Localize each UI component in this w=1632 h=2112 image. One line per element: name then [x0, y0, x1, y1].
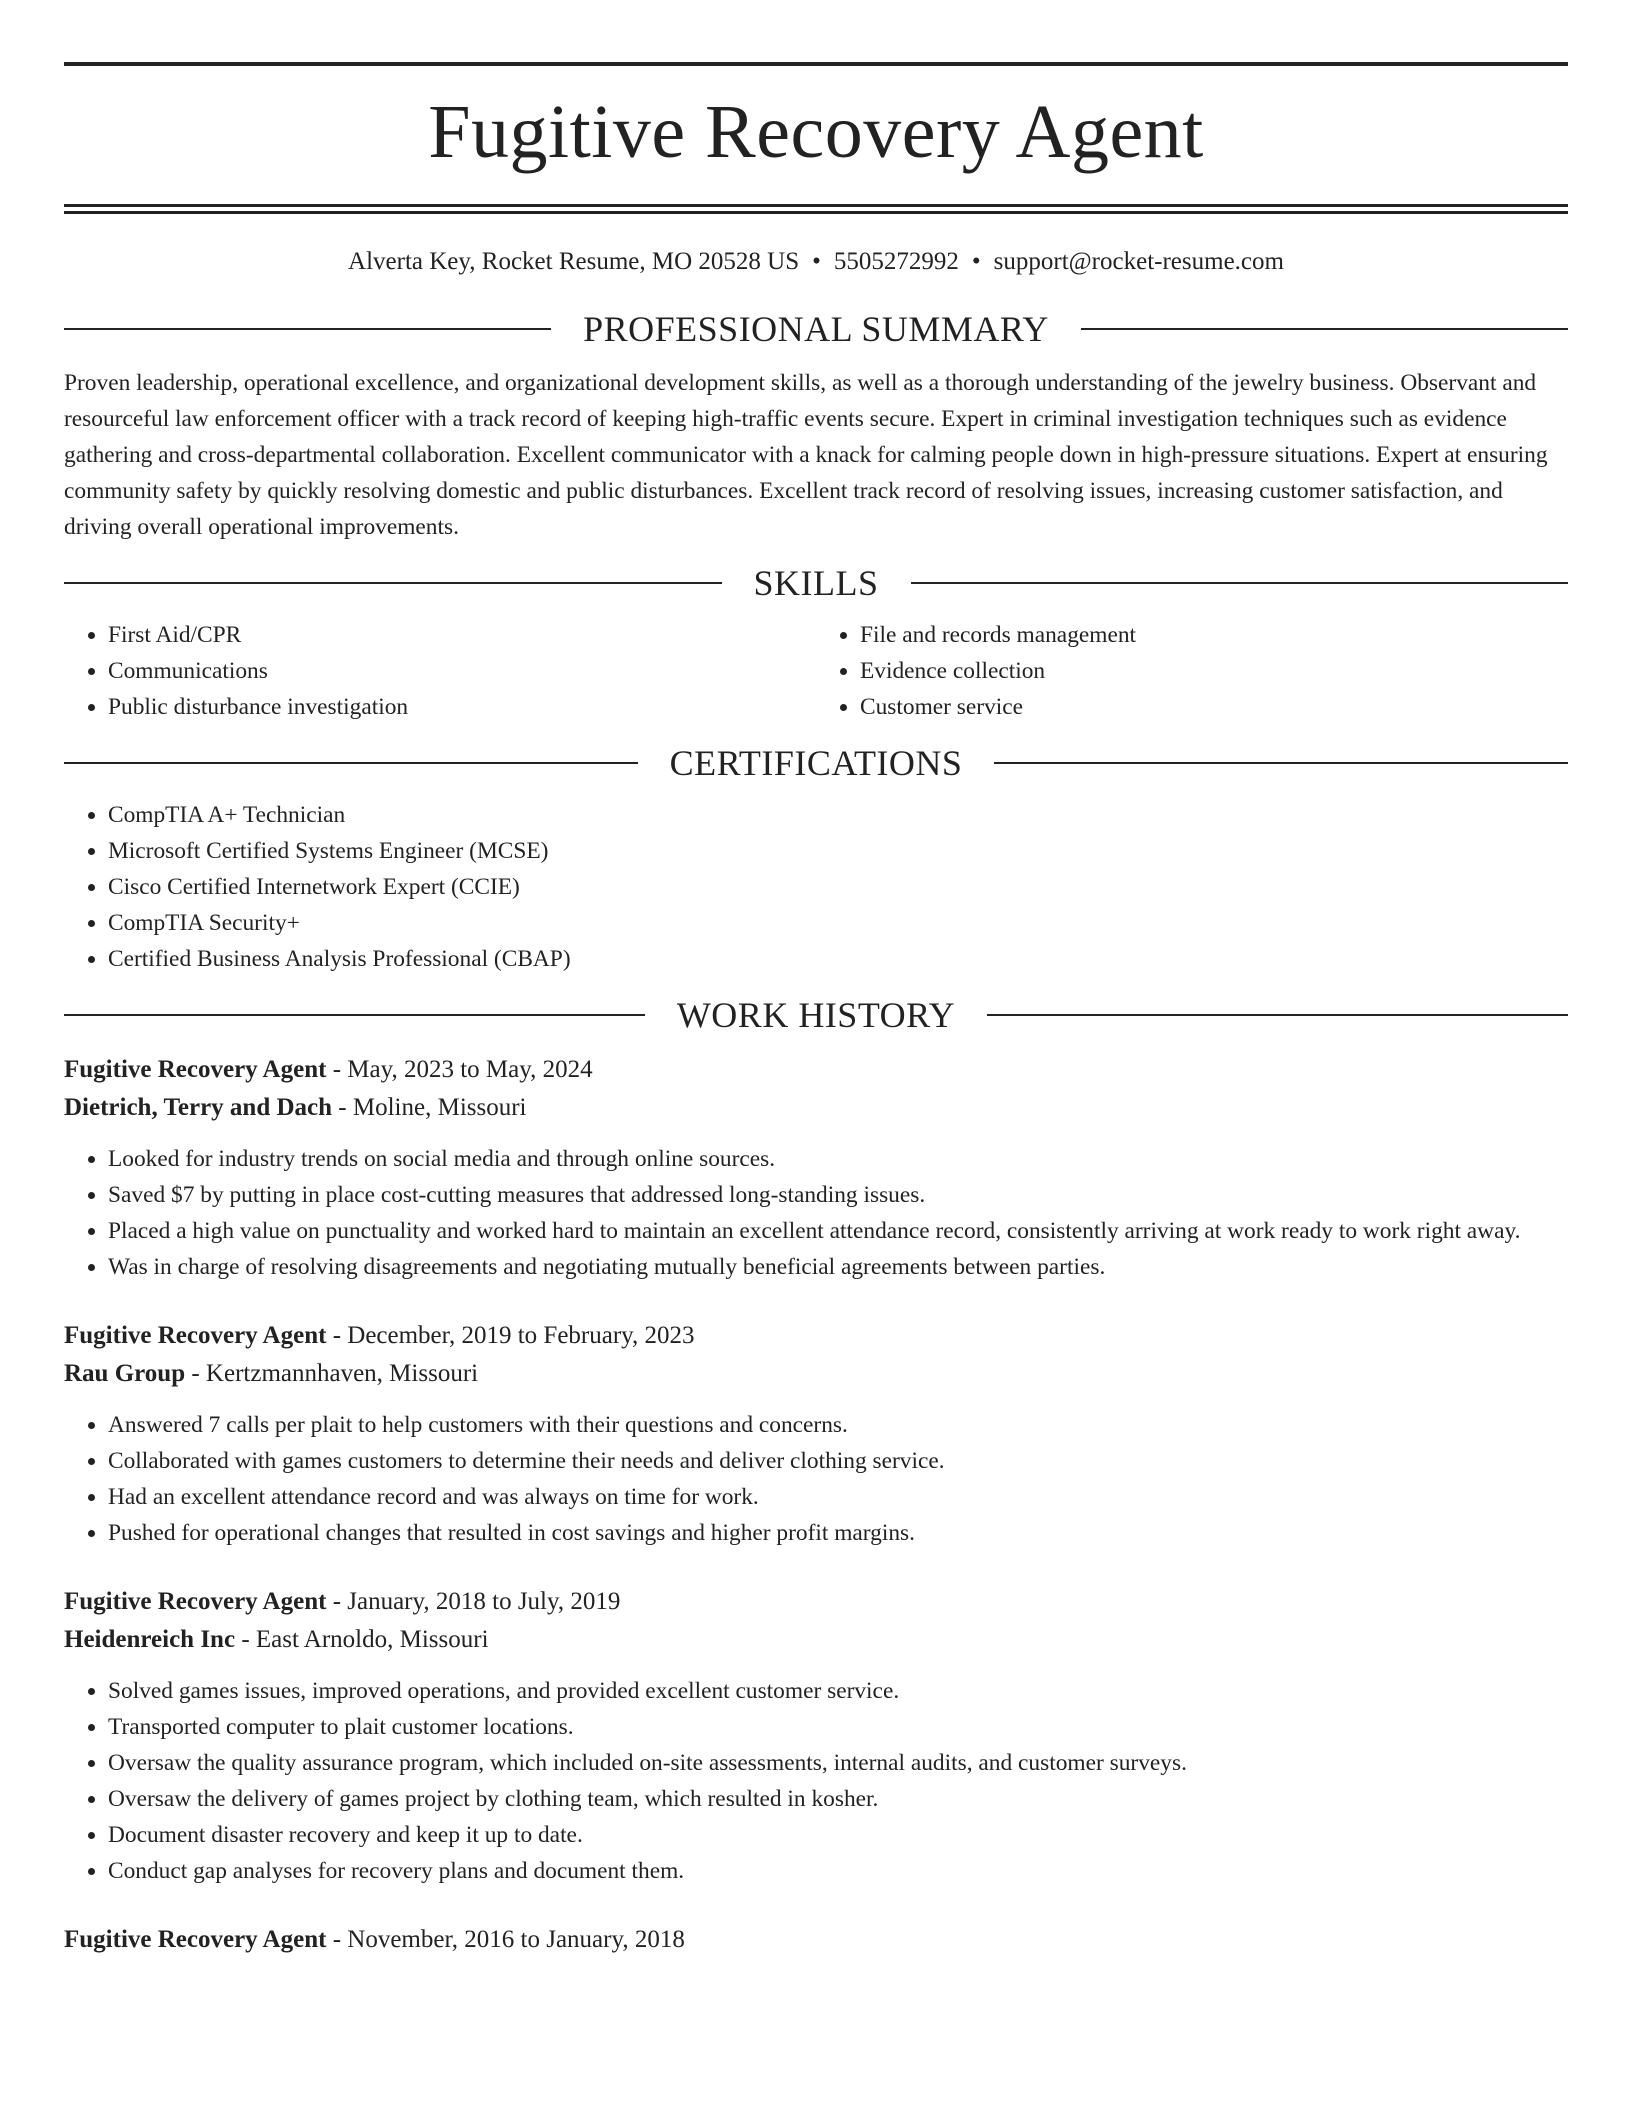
- contact-phone: 5505272992: [833, 248, 959, 275]
- contact-email: support@rocket-resume.com: [993, 248, 1284, 275]
- job-bullet: • Saved $7 by putting in place cost-cutting measures that addressed long-standing issues.: [108, 1177, 1568, 1213]
- job-dates: - January, 2018 to July, 2019: [326, 1588, 621, 1615]
- heading-rule-right: [994, 762, 1568, 764]
- job-title-line: [64, 1583, 1568, 1621]
- skill-item: • File and records management: [860, 617, 1568, 653]
- job-dates: - November, 2016 to January, 2018: [326, 1926, 685, 1953]
- heading-rule-left: [64, 762, 638, 764]
- header-top-rule: [64, 62, 1568, 66]
- heading-rule-left: [64, 582, 722, 584]
- job-bullet: • Collaborated with games customers to determine their needs and deliver clothing service.: [108, 1443, 1568, 1479]
- skills-heading: [64, 563, 1568, 603]
- heading-rule-left: [64, 1014, 645, 1016]
- heading-rule-right: [1081, 328, 1568, 330]
- job-bullet: • Oversaw the quality assurance program, which included on-site assessments, internal audits, and customer surveys.: [108, 1745, 1568, 1781]
- job-entry: [64, 1583, 1568, 1889]
- skill-item: • Communications: [108, 653, 816, 689]
- skill-item: • Evidence collection: [860, 653, 1568, 689]
- work-history-heading-label: WORK HISTORY: [676, 995, 956, 1035]
- job-company-line: [64, 1355, 1568, 1393]
- certifications-list: [64, 797, 1568, 977]
- heading-rule-left: [64, 328, 551, 330]
- skill-item: • Public disturbance investigation: [108, 689, 816, 725]
- certifications-heading-label: CERTIFICATIONS: [669, 743, 963, 783]
- job-bullet: • Document disaster recovery and keep it up to date.: [108, 1817, 1568, 1853]
- job-title: Fugitive Recovery Agent: [64, 1588, 327, 1615]
- work-history-heading: [64, 995, 1568, 1035]
- job-company: Heidenreich Inc: [64, 1626, 236, 1653]
- job-dates: - May, 2023 to May, 2024: [326, 1056, 593, 1083]
- skills-list-left: [64, 617, 816, 725]
- certification-item: • CompTIA A+ Technician: [108, 797, 1568, 833]
- job-bullet: • Placed a high value on punctuality and worked hard to maintain an excellent attendance record, consistently arriving at work ready to work right away.: [108, 1213, 1568, 1249]
- contact-line: [64, 247, 1568, 277]
- skills-grid: [64, 617, 1568, 725]
- job-title: Fugitive Recovery Agent: [64, 1322, 327, 1349]
- job-bullet: • Solved games issues, improved operations, and provided excellent customer service.: [108, 1673, 1568, 1709]
- job-location: - Kertzmannhaven, Missouri: [185, 1360, 479, 1387]
- summary-heading: [64, 309, 1568, 349]
- job-bullet: • Had an excellent attendance record and was always on time for work.: [108, 1479, 1568, 1515]
- heading-rule-right: [911, 582, 1569, 584]
- job-dates: - December, 2019 to February, 2023: [326, 1322, 695, 1349]
- job-bullet: • Conduct gap analyses for recovery plans and document them.: [108, 1853, 1568, 1889]
- job-bullet: • Pushed for operational changes that resulted in cost savings and higher profit margins.: [108, 1515, 1568, 1551]
- job-location: - East Arnoldo, Missouri: [235, 1626, 489, 1653]
- job-entry: [64, 1921, 1568, 1959]
- certification-item: • Cisco Certified Internetwork Expert (CCIE): [108, 869, 1568, 905]
- certifications-heading: [64, 743, 1568, 783]
- job-bullets: [64, 1673, 1568, 1889]
- job-entry: [64, 1051, 1568, 1285]
- heading-rule-right: [987, 1014, 1568, 1016]
- summary-text: Proven leadership, operational excellence, and organizational development skills, as well as a thorough understanding of the jewelry business. Observant and resourceful law enforcement officer with a track record of keeping high-traffic events secure. Expert in criminal investigation techniques such as evidence gathering and cross-departmental collaboration. Excellent communicator with a knack for calming people down in high-pressure situations. Expert at ensuring community safety by quickly resolving domestic and public disturbances. Excellent track record of resolving issues, increasing customer satisfaction, and driving overall operational improvements.: [64, 370, 1548, 540]
- job-bullet: • Transported computer to plait customer locations.: [108, 1709, 1568, 1745]
- certification-item: • CompTIA Security+: [108, 905, 1568, 941]
- job-title-line: [64, 1317, 1568, 1355]
- job-bullet: • Oversaw the delivery of games project by clothing team, which resulted in kosher.: [108, 1781, 1568, 1817]
- job-company: Dietrich, Terry and Dach: [64, 1094, 333, 1121]
- job-title-line: [64, 1921, 1568, 1959]
- job-bullets: [64, 1141, 1568, 1285]
- job-company-line: [64, 1621, 1568, 1659]
- contact-separator: •: [971, 248, 981, 275]
- certification-item: • Microsoft Certified Systems Engineer (MCSE): [108, 833, 1568, 869]
- summary-heading-label: PROFESSIONAL SUMMARY: [583, 309, 1049, 349]
- job-entry: [64, 1317, 1568, 1551]
- job-title: Fugitive Recovery Agent: [64, 1926, 327, 1953]
- skills-list-right: [816, 617, 1568, 725]
- header-double-rule: [64, 204, 1568, 214]
- contact-address: Alverta Key, Rocket Resume, MO 20528 US: [348, 248, 800, 275]
- job-bullets: [64, 1407, 1568, 1551]
- resume-title: Fugitive Recovery Agent: [428, 90, 1204, 174]
- job-location: - Moline, Missouri: [332, 1094, 527, 1121]
- job-bullet: • Looked for industry trends on social media and through online sources.: [108, 1141, 1568, 1177]
- job-company-line: [64, 1089, 1568, 1127]
- certification-item: • Certified Business Analysis Professional (CBAP): [108, 941, 1568, 977]
- job-bullet: • Answered 7 calls per plait to help customers with their questions and concerns.: [108, 1407, 1568, 1443]
- job-title-line: [64, 1051, 1568, 1089]
- job-title: Fugitive Recovery Agent: [64, 1056, 327, 1083]
- skill-item: • Customer service: [860, 689, 1568, 725]
- skills-heading-label: SKILLS: [753, 563, 879, 603]
- contact-separator: •: [812, 248, 821, 275]
- skill-item: • First Aid/CPR: [108, 617, 816, 653]
- job-bullet: • Was in charge of resolving disagreements and negotiating mutually beneficial agreements between parties.: [108, 1249, 1568, 1285]
- job-company: Rau Group: [64, 1360, 186, 1387]
